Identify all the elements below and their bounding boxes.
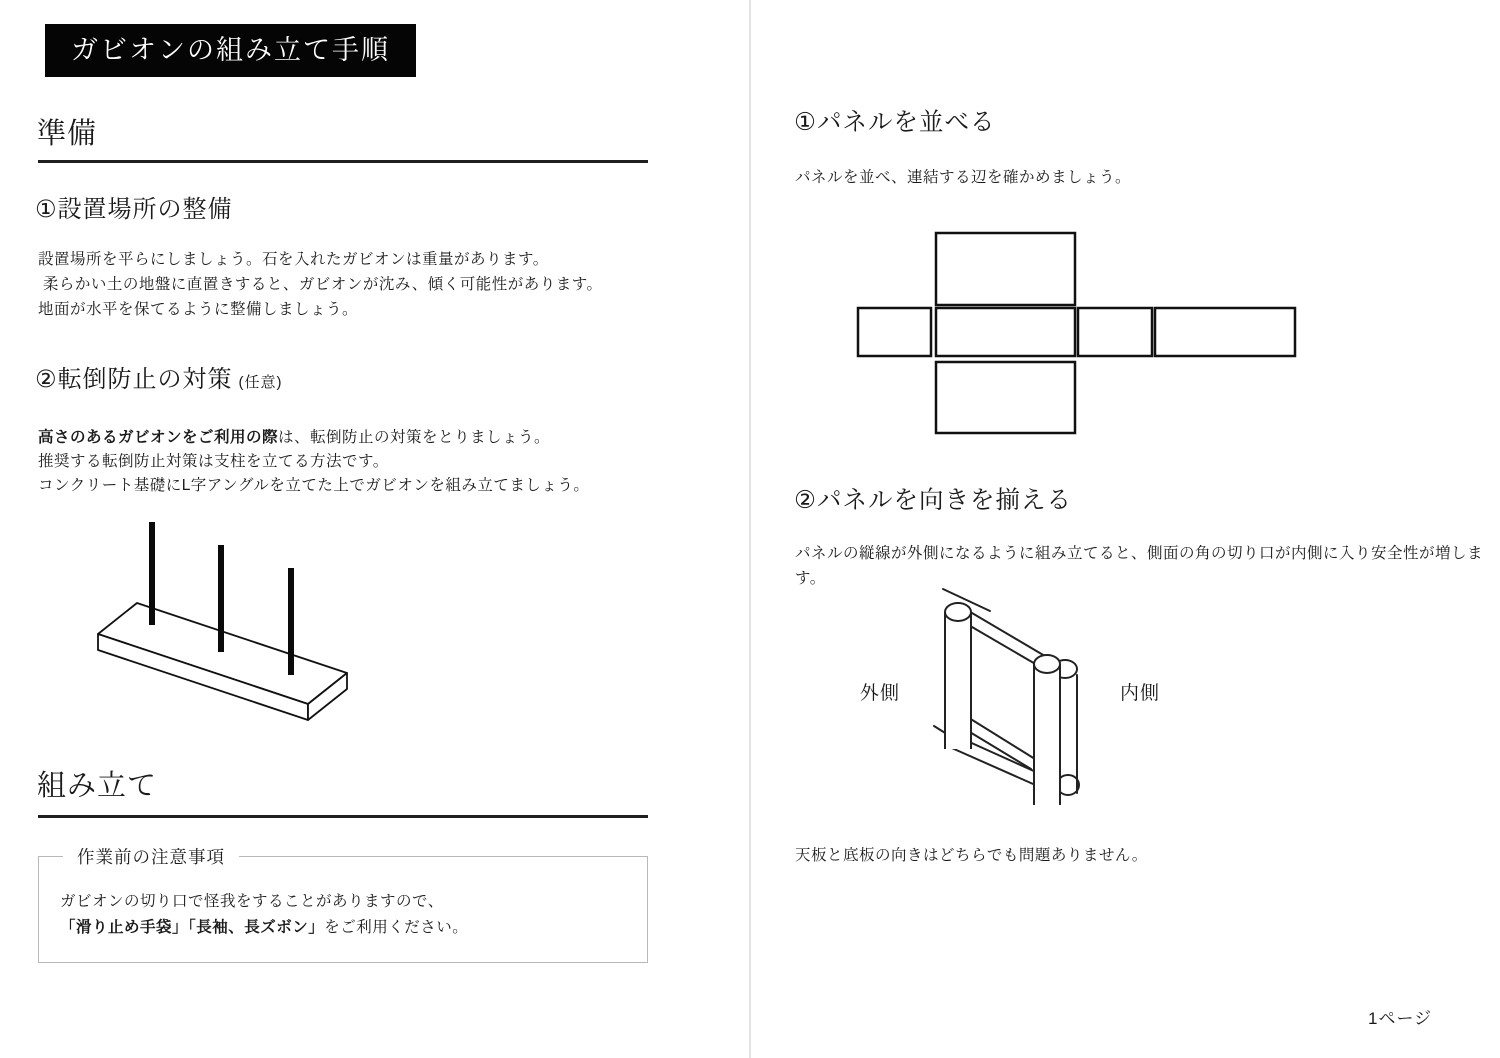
- bold-text: 高さのあるガビオンをご利用の際: [38, 429, 279, 446]
- text-line: ガビオンの切り口で怪我をすることがありますので、: [60, 893, 444, 910]
- step2-note: 天板と底板の向きはどちらでも問題ありません。: [795, 847, 1148, 864]
- paragraph-tipover-prevention: [38, 426, 589, 498]
- label-inside: 内側: [1120, 683, 1161, 704]
- panel-layout-figure: [855, 230, 1300, 438]
- text-line: [38, 426, 589, 450]
- mesh-corner-figure: [928, 583, 1093, 818]
- precautions-box: [38, 847, 648, 963]
- step1-body: パネルを並べ、連結する辺を確かめましょう。: [795, 169, 1132, 186]
- document-title-banner: [45, 24, 416, 77]
- subheading-tipover-text: ②転倒防止の対策: [35, 366, 233, 393]
- section-rule-preparation: [38, 160, 648, 163]
- subheading-optional-note: (任意): [238, 374, 283, 391]
- step2-body: パネルの縦線が外側になるように組み立てると、側面の角の切り口が内側に入り安全性が増します。: [795, 545, 1484, 587]
- section-heading-assembly: 組み立て: [37, 770, 158, 802]
- subheading-tipover-prevention: [35, 368, 283, 392]
- step2-heading: ②パネルを向きを揃える: [794, 487, 1072, 514]
- document-title: ガビオンの組み立て手順: [71, 35, 390, 65]
- step1-heading: ①パネルを並べる: [794, 109, 996, 136]
- label-outside: 外側: [860, 683, 901, 704]
- concrete-base-posts-figure: [85, 512, 375, 742]
- page-gutter-divider: [749, 0, 751, 1058]
- paragraph-site-preparation: [38, 247, 603, 322]
- text-line: 地面が水平を保てるように整備しましょう。: [38, 301, 359, 318]
- regular-text: は、転倒防止の対策をとりましょう。: [278, 429, 551, 446]
- subheading-site-preparation: ①設置場所の整備: [35, 196, 233, 223]
- text-line: コンクリート基礎にL字アングルを立てた上でガビオンを組み立てましょう。: [38, 477, 590, 494]
- text-line: 推奨する転倒防止対策は支柱を立てる方法です。: [38, 453, 389, 470]
- regular-text: をご利用ください。: [324, 919, 469, 936]
- precautions-box-title: 作業前の注意事項: [63, 844, 239, 869]
- page-number: 1ページ: [1368, 1009, 1433, 1028]
- section-rule-assembly: [38, 815, 648, 818]
- text-line: [60, 915, 647, 941]
- text-line: 設置場所を平らにしましょう。石を入れたガビオンは重量があります。: [38, 251, 549, 268]
- section-heading-preparation: 準備: [37, 118, 98, 150]
- precautions-box-content: [39, 857, 647, 941]
- bold-text: 「滑り止め手袋」「長袖、長ズボン」: [60, 919, 325, 936]
- text-line: 柔らかい土の地盤に直置きすると、ガビオンが沈み、傾く可能性があります。: [38, 276, 603, 293]
